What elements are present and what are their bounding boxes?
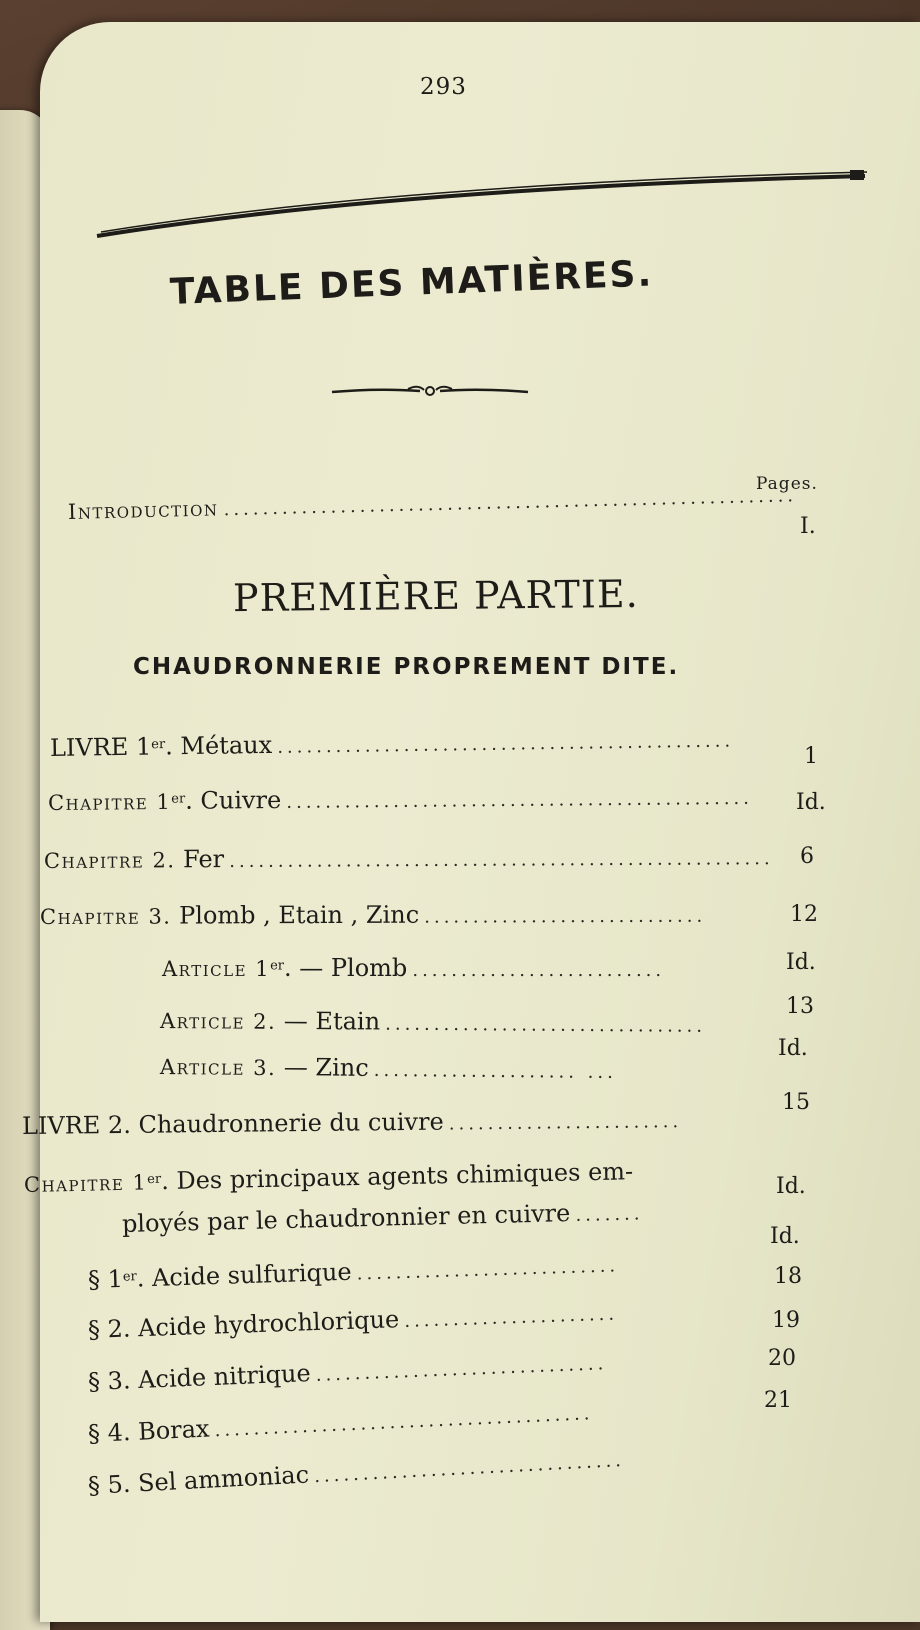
toc-entry (21, 1105, 683, 1140)
page-number: 293 (420, 74, 467, 100)
toc-entry (87, 1394, 654, 1448)
entry-title: Plomb , Etain , Zinc (171, 900, 420, 930)
toc-entry (162, 954, 666, 982)
leader-dots: ................................................ (286, 787, 754, 813)
entry-title: Borax (129, 1414, 211, 1447)
entry-prefix: LIVRE 1 (49, 732, 152, 762)
entry-prefix: LIVRE 2. (21, 1110, 132, 1140)
toc-entry (122, 1197, 656, 1238)
toc-entry (160, 1052, 654, 1084)
entry-title: Sel ammoniac (129, 1460, 310, 1498)
leader-dots: ........................................................ (229, 848, 774, 873)
entry-title: . Métaux (164, 730, 273, 761)
entry-prefix: Article 3. (159, 1055, 277, 1081)
entry-page: Id. (796, 790, 826, 815)
entry-title: Fer (175, 845, 225, 874)
ornament-divider (330, 380, 530, 400)
toc-entry (39, 900, 707, 930)
toc-entry (88, 1297, 645, 1344)
entry-title: Acide hydrochlorique (130, 1305, 400, 1343)
entry-prefix: § 2. (87, 1314, 131, 1344)
toc-entry (43, 843, 774, 874)
entry-superscript: er (171, 791, 186, 807)
entry-page: 13 (786, 994, 814, 1019)
entry-page: I. (800, 514, 816, 539)
leader-dots: .............................. (315, 1353, 608, 1386)
leader-dots: ....................................... (214, 1403, 594, 1442)
leader-dots: ....... (575, 1203, 644, 1226)
toc-entry (24, 1157, 634, 1198)
toc-entry (49, 725, 735, 762)
entry-title: . Des principaux agents chimiques em- (160, 1157, 634, 1196)
entry-superscript: er (122, 1269, 137, 1285)
entry-prefix: Chapitre 2. (43, 848, 176, 873)
entry-page: 20 (768, 1346, 796, 1371)
document-title: TABLE DES MATIÈRES. (169, 253, 654, 313)
leader-dots: ...................... (403, 1303, 619, 1332)
entry-label: Introduction (67, 496, 219, 524)
leader-dots: ........................ (448, 1111, 683, 1135)
entry-page: 1 (804, 744, 818, 769)
entry-page: Id. (770, 1224, 800, 1249)
toc-entry (47, 782, 754, 816)
entry-prefix: Chapitre 1 (23, 1170, 148, 1197)
leader-dots: ........................... (356, 1255, 620, 1285)
entry-page: 12 (790, 902, 818, 927)
entry-title: — Zinc (276, 1053, 369, 1082)
entry-title: Chaudronnerie du cuivre (130, 1107, 444, 1139)
entry-page: 19 (772, 1308, 800, 1333)
part-title: PREMIÈRE PARTIE. (232, 571, 639, 621)
toc-entry (88, 1248, 647, 1294)
pages-column-header: Pages. (756, 474, 818, 494)
decorative-rule (95, 170, 875, 240)
entry-superscript: er (147, 1171, 162, 1188)
entry-page: 18 (774, 1264, 802, 1289)
toc-entry (159, 1006, 707, 1038)
entry-prefix: Chapitre 1 (47, 789, 172, 815)
entry-page: Id. (776, 1174, 806, 1199)
entry-page: Id. (786, 950, 816, 975)
entry-title: — Etain (276, 1006, 381, 1036)
part-subtitle: CHAUDRONNERIE PROPREMENT DITE. (133, 654, 680, 680)
entry-page: 15 (782, 1090, 810, 1115)
entry-prefix: § 4. (87, 1418, 132, 1448)
entry-prefix: § 1 (87, 1264, 124, 1294)
entry-title: . Acide sulfurique (136, 1257, 353, 1293)
entry-prefix: § 5. (87, 1469, 132, 1500)
leader-dots: ........................................................... (223, 485, 798, 521)
book-page (21, 22, 920, 1622)
entry-prefix: Article 2. (159, 1009, 277, 1034)
entry-prefix: Chapitre 3. (39, 904, 172, 929)
entry-title: Acide nitrique (129, 1359, 312, 1395)
entry-prefix: § 3. (87, 1366, 132, 1396)
entry-title: . Cuivre (185, 785, 282, 815)
leader-dots: ..................... ... (373, 1059, 617, 1083)
leader-dots: ................................ (313, 1449, 626, 1488)
leader-dots: ................................. (385, 1013, 707, 1037)
entry-title: . — Plomb (283, 954, 408, 982)
entry-page: Id. (778, 1036, 808, 1061)
entry-prefix: Article 1 (162, 957, 271, 981)
entry-page: 21 (764, 1388, 792, 1413)
entry-page: 6 (800, 844, 814, 869)
toc-entry-introduction (67, 484, 798, 524)
entry-title: ployés par le chaudronnier en cuivre (121, 1199, 571, 1238)
toc-entry (87, 1345, 656, 1396)
toc-entry (87, 1441, 674, 1500)
entry-superscript: er (151, 737, 166, 753)
leader-dots: .......................... (412, 960, 666, 981)
leader-dots: ............................. (424, 905, 707, 928)
leader-dots: ............................................... (277, 730, 735, 758)
entry-superscript: er (270, 958, 284, 974)
